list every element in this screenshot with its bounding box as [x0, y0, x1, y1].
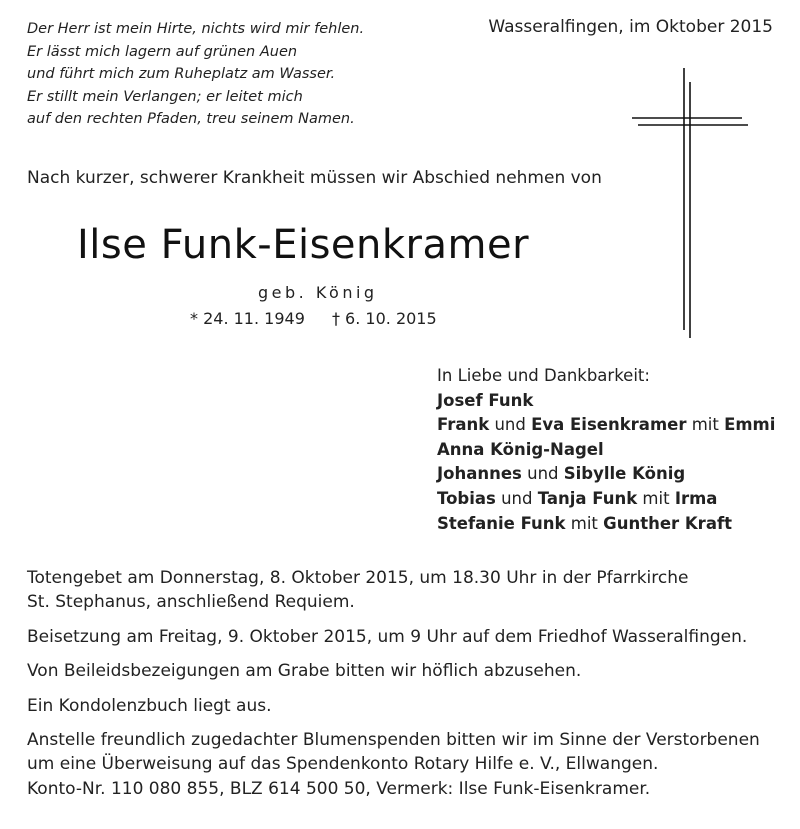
- notice-line: Beisetzung am Freitag, 9. Oktober 2015, um 9 Uhr auf dem Friedhof Wasseralfingen.: [27, 626, 748, 647]
- notice-line: Konto-Nr. 110 080 855, BLZ 614 500 50, Vermerk: Ilse Funk-Eisenkramer.: [27, 778, 651, 799]
- mourner-name: Josef Funk: [437, 390, 534, 410]
- mourner-name: Frank: [437, 415, 490, 435]
- notice-line: Anstelle freundlich zugedachter Blumenspenden bitten wir im Sinne der Verstorbenen: [27, 730, 760, 751]
- mourner-name: Tanja Funk: [537, 488, 638, 508]
- notice-line: um eine Überweisung auf das Spendenkonto Rotary Hilfe e. V., Ellwangen.: [27, 754, 659, 775]
- funeral-notices: [27, 566, 775, 811]
- mourner-name: Emmi: [724, 415, 776, 435]
- mourner-name: Eva Eisenkramer: [531, 415, 687, 435]
- mourner-name: Anna König-Nagel: [437, 439, 604, 459]
- notice-line: Von Beileidsbezeigungen am Grabe bitten wir höflich abzusehen.: [27, 661, 582, 682]
- notice-line: St. Stephanus, anschließend Requiem.: [27, 592, 355, 613]
- death-date: † 6. 10. 2015: [331, 309, 437, 328]
- connector-text: mit: [637, 488, 675, 508]
- psalm-line: Der Herr ist mein Hirte, nichts wird mir fehlen.: [27, 21, 365, 37]
- mourner-line: [437, 413, 775, 438]
- prayer-notice: [27, 566, 775, 615]
- connector-text: mit: [686, 415, 725, 435]
- psalm-line: Er lässt mich lagern auf grünen Auen: [27, 43, 298, 60]
- place-date: Wasseralfingen, im Oktober 2015: [488, 17, 773, 37]
- connector-text: und: [521, 464, 564, 484]
- birth-name: geb. König: [258, 283, 378, 302]
- condolence-book-notice: [27, 694, 775, 718]
- mourner-name: Tobias: [437, 488, 496, 508]
- cross-icon: [632, 68, 748, 338]
- connector-text: und: [495, 488, 538, 508]
- mourner-line: [437, 438, 775, 463]
- life-dates: [190, 309, 459, 328]
- mourner-line: [437, 389, 775, 414]
- mourner-name: Irma: [674, 488, 718, 508]
- mourner-name: Johannes: [437, 464, 522, 484]
- donation-notice: [27, 728, 775, 801]
- psalm-line: auf den rechten Pfaden, treu seinem Namen.: [27, 111, 355, 128]
- birth-date: * 24. 11. 1949: [190, 309, 305, 328]
- mourner-line: [437, 512, 775, 537]
- deceased-name: Ilse Funk-Eisenkramer: [77, 222, 530, 268]
- mourner-line: [437, 462, 775, 487]
- burial-notice: [27, 625, 775, 649]
- notice-line: Totengebet am Donnerstag, 8. Oktober 2015, um 18.30 Uhr in der Pfarrkirche: [27, 568, 689, 588]
- psalm-quote: [27, 18, 447, 131]
- intro-text: Nach kurzer, schwerer Krankheit müssen wir Abschied nehmen von: [27, 168, 602, 188]
- mourner-name: Gunther Kraft: [603, 513, 733, 533]
- psalm-line: und führt mich zum Ruheplatz am Wasser.: [27, 66, 336, 83]
- mourners-list: [437, 364, 775, 536]
- mourner-name: Sibylle König: [563, 464, 686, 484]
- connector-text: mit: [565, 513, 604, 533]
- mourner-line: [437, 487, 775, 512]
- notice-line: Ein Kondolenzbuch liegt aus.: [27, 695, 272, 716]
- mourners-heading: In Liebe und Dankbarkeit:: [437, 366, 650, 385]
- condolence-notice: [27, 659, 775, 683]
- mourner-name: Stefanie Funk: [437, 513, 566, 533]
- connector-text: und: [489, 415, 532, 435]
- psalm-line: Er stillt mein Verlangen; er leitet mich: [27, 88, 303, 105]
